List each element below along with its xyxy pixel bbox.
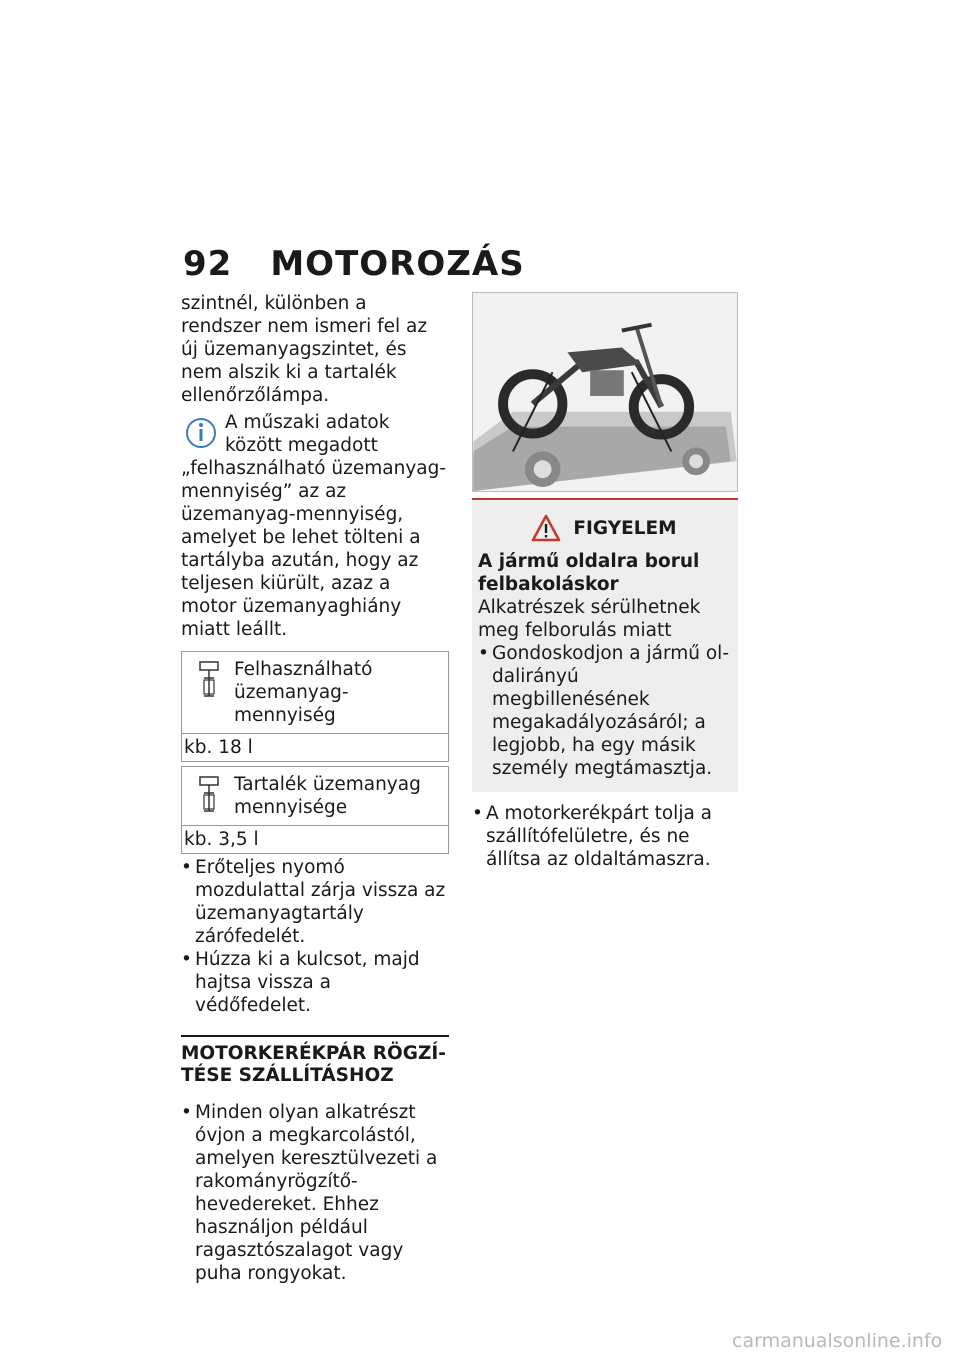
warning-body: Alkatrészek sérülhetnek meg felborulás miatt [478,597,701,641]
spec-value: kb. 18 l [184,737,253,758]
list-item: • Gondoskodjon a jármű oldalirányú megbillenésének megakadályozásáról; a legjobb, ha egy másik személy megtámasztja. [478,642,730,780]
section-title: MOTORKERÉKPÁR RÖGZÍTÉSE SZÁLLÍTÁSHOZ [181,1043,446,1086]
list-item: • A motorkerékpárt tolja a szállítófelületre, és ne állítsa az oldaltámaszra. [472,802,738,871]
watermark: carmanualsonline.info [732,1330,943,1352]
spec-usable-fuel [181,651,449,762]
info-text: A műszaki adatok között megadott „felhasználható üzemanyag-mennyiség” az az üzemanyag-mennyiség, amelyet be lehet tölteni a tartályba azután, hogy az teljesen kiürült, azaz a motor üzemanyaghiány miatt leállt. [181,412,447,640]
fuel-gauge-icon [194,773,224,817]
right-column [472,292,738,871]
list-item: • Húzza ki a kulcsot, majd hajtsa vissza a védőfedelet. [181,948,449,1017]
warning-triangle-icon [531,514,561,542]
info-icon [181,411,221,455]
warning-label: FIGYELEM [573,517,677,539]
spec-reserve-fuel [181,766,449,854]
spec-label: Tartalék üzemanyag mennyisége [234,774,421,818]
info-note [181,411,449,641]
fuel-gauge-icon [194,658,224,702]
spec-value: kb. 3,5 l [184,829,259,850]
page-header [183,244,525,284]
intro-paragraph: szintnél, különben a rendszer nem ismeri fel az új üzemanyagszintet, és nem alszik ki a tartalék ellenőrzőlámpa. [181,293,428,406]
list-item: • Minden olyan alkatrészt óvjon a megkarcolástól, amelyen keresztülvezeti a rakományrögzítő-hevedereket. Ehhez használjon például ragasztószalagot vagy puha rongyokat. [181,1101,449,1285]
warning-title: A jármű oldalra borul felbakoláskor [478,551,700,595]
spec-label: Felhasználható üzemanyag-mennyiség [234,659,373,726]
page-number: 92 [183,244,233,284]
chapter-title: MOTOROZÁS [270,244,525,284]
left-column [181,292,449,1285]
list-item: • Erőteljes nyomó mozdulattal zárja vissza az üzemanyagtartály zárófedelét. [181,856,449,948]
section-divider [181,1035,449,1285]
motorcycle-trailer-photo [472,292,738,492]
warning-box [472,498,738,792]
